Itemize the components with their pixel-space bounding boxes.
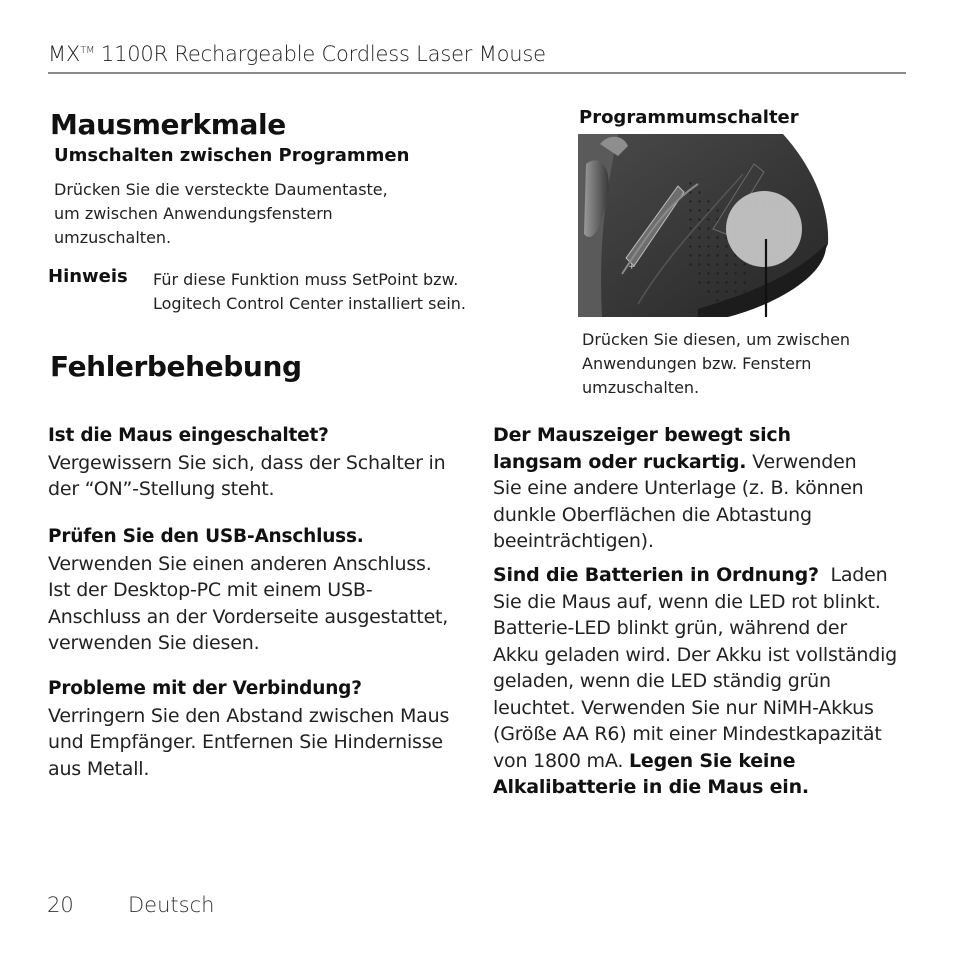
header-rule <box>48 72 906 74</box>
answer-line: Batterie-LED blinkt grün, während der <box>493 617 847 639</box>
question: Sind die Batterien in Ordnung? <box>493 564 819 586</box>
troubleshoot-item-batteries <box>493 562 913 801</box>
text-line: Drücken Sie die versteckte Daumentaste, <box>54 180 388 199</box>
features-text <box>54 178 388 250</box>
answer-text: von 1800 mA. <box>493 749 629 772</box>
mouse-thumb-illustration <box>578 134 830 317</box>
troubleshoot-item-connection <box>48 676 468 782</box>
troubleshoot-item-pointer <box>493 422 913 555</box>
text-line: umzuschalten. <box>582 378 700 397</box>
answer-line <box>493 562 913 589</box>
troubleshoot-item-power <box>48 423 468 503</box>
question: Prüfen Sie den USB-Anschluss. <box>48 526 364 547</box>
page-number: 20 <box>47 893 74 917</box>
figure-caption <box>582 328 850 400</box>
footer-language: Deutsch <box>128 893 215 917</box>
answer-line: Vergewissern Sie sich, dass der Schalter in <box>48 451 446 474</box>
answer-line: Verringern Sie den Abstand zwischen Maus <box>48 704 450 727</box>
header-product: 1100R Rechargeable Cordless Laser Mouse <box>94 42 546 66</box>
answer-line: Akku geladen wird. Der Akku ist vollständig <box>493 643 898 666</box>
answer-line: verwenden Sie diesen. <box>48 632 260 654</box>
warning-text: Alkalibatterie in die Maus ein. <box>493 776 809 798</box>
answer-line: geladen, wenn die LED ständig grün <box>493 670 831 692</box>
warning-text: Legen Sie keine <box>629 749 796 772</box>
features-heading: Mausmerkmale <box>50 108 286 141</box>
text-line: Drücken Sie diesen, um zwischen <box>582 330 851 349</box>
answer-line: dunkle Oberflächen die Abtastung <box>493 503 812 526</box>
text-line: um zwischen Anwendungsfenstern <box>54 204 333 223</box>
answer-line: Sie die Maus auf, wenn die LED rot blinkt. <box>493 590 881 613</box>
answer-line <box>493 748 913 775</box>
question: Der Mauszeiger bewegt sich <box>493 424 791 446</box>
trademark-mark: TM <box>80 45 95 56</box>
troubleshooting-heading: Fehlerbehebung <box>50 350 302 383</box>
header-brand: MX <box>48 42 81 66</box>
note-label: Hinweis <box>48 266 128 287</box>
answer-line: Sie eine andere Unterlage (z. B. können <box>493 477 864 499</box>
answer-line: Verwenden Sie einen anderen Anschluss. <box>48 552 432 575</box>
answer-line: aus Metall. <box>48 757 150 780</box>
answer-text: Verwenden <box>746 450 857 473</box>
question-line <box>493 422 913 449</box>
answer-line <box>493 449 913 476</box>
features-subheading: Umschalten zwischen Programmen <box>54 145 410 166</box>
answer-line <box>493 774 913 801</box>
figure-title: Programmumschalter <box>579 107 799 128</box>
answer-line: Anschluss an der Vorderseite ausgestattet, <box>48 605 449 628</box>
question: Probleme mit der Verbindung? <box>48 678 362 699</box>
header-title <box>48 42 546 66</box>
answer-line: Ist der Desktop-PC mit einem USB- <box>48 579 373 601</box>
svg-text:+: + <box>628 262 636 272</box>
note-text <box>153 268 466 316</box>
troubleshoot-item-usb <box>48 524 468 657</box>
answer-line: leuchtet. Verwenden Sie nur NiMH-Akkus <box>493 696 874 719</box>
answer-line: (Größe AA R6) mit einer Mindestkapazität <box>493 723 882 745</box>
text-line: umzuschalten. <box>54 228 172 247</box>
answer-line: und Empfänger. Entfernen Sie Hindernisse <box>48 731 443 753</box>
text-line: Anwendungen bzw. Fenstern <box>582 354 812 373</box>
answer-line: beeinträchtigen). <box>493 530 654 552</box>
question: langsam oder ruckartig. <box>493 450 747 473</box>
text-line: Logitech Control Center installiert sein. <box>153 294 466 313</box>
answer-line: der “ON”-Stellung steht. <box>48 478 275 500</box>
answer-text: Laden <box>818 564 888 586</box>
question: Ist die Maus eingeschaltet? <box>48 425 329 446</box>
text-line: Für diese Funktion muss SetPoint bzw. <box>153 270 459 289</box>
